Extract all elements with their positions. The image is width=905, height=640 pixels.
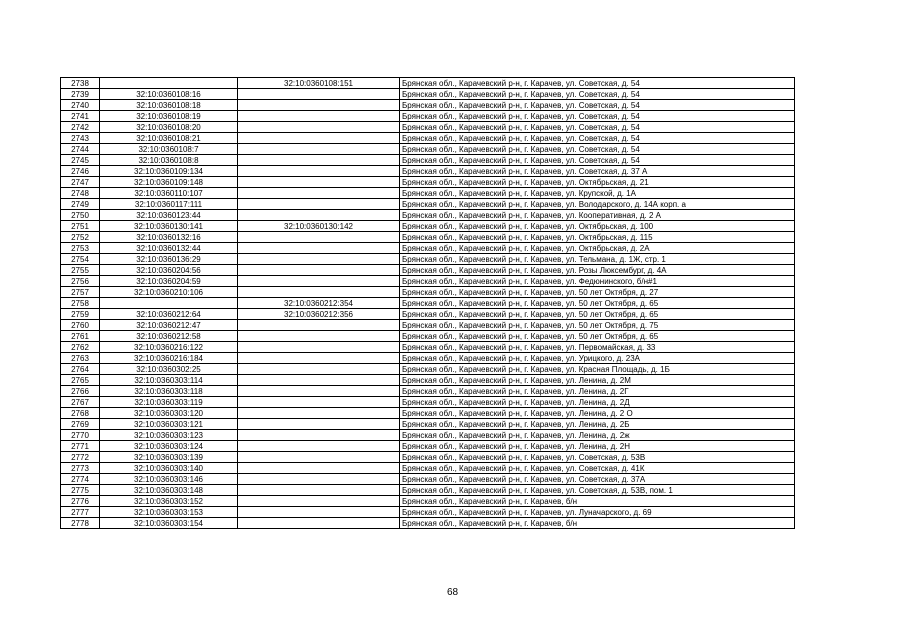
table-row	[61, 419, 795, 430]
table-row	[61, 133, 795, 144]
linked-cadastral-number-cell	[238, 199, 400, 210]
address-cell: Брянская обл., Карачевский р-н, г. Карачев, ул. Федюнинского, б/н#1	[400, 276, 795, 287]
table-row	[61, 166, 795, 177]
linked-cadastral-number-cell	[238, 232, 400, 243]
cadastral-number-cell: 32:10:0360212:64	[100, 309, 238, 320]
linked-cadastral-number-cell: 32:10:0360108:151	[238, 78, 400, 89]
row-number-cell: 2760	[61, 320, 100, 331]
cadastral-number-cell	[100, 298, 238, 309]
address-cell: Брянская обл., Карачевский р-н, г. Карачев, ул. Советская, д. 41К	[400, 463, 795, 474]
address-cell: Брянская обл., Карачевский р-н, г. Карачев, ул. Советская, д. 54	[400, 144, 795, 155]
linked-cadastral-number-cell: 32:10:0360212:356	[238, 309, 400, 320]
row-number-cell: 2770	[61, 430, 100, 441]
row-number-cell: 2767	[61, 397, 100, 408]
table-row	[61, 188, 795, 199]
table-row	[61, 177, 795, 188]
table-row	[61, 155, 795, 166]
address-cell: Брянская обл., Карачевский р-н, г. Карачев, ул. Ленина, д. 2Б	[400, 419, 795, 430]
row-number-cell: 2746	[61, 166, 100, 177]
row-number-cell: 2772	[61, 452, 100, 463]
cadastral-number-cell: 32:10:0360212:58	[100, 331, 238, 342]
table-row	[61, 89, 795, 100]
cadastral-number-cell: 32:10:0360303:123	[100, 430, 238, 441]
cadastral-number-cell: 32:10:0360108:20	[100, 122, 238, 133]
row-number-cell: 2768	[61, 408, 100, 419]
row-number-cell: 2739	[61, 89, 100, 100]
linked-cadastral-number-cell	[238, 210, 400, 221]
linked-cadastral-number-cell	[238, 419, 400, 430]
address-cell: Брянская обл., Карачевский р-н, г. Карачев, ул. Кооперативная, д. 2 А	[400, 210, 795, 221]
address-cell: Брянская обл., Карачевский р-н, г. Карачев, б/н	[400, 496, 795, 507]
table-row	[61, 342, 795, 353]
linked-cadastral-number-cell	[238, 166, 400, 177]
table-row	[61, 298, 795, 309]
linked-cadastral-number-cell	[238, 287, 400, 298]
cadastral-number-cell: 32:10:0360108:8	[100, 155, 238, 166]
cadastral-number-cell: 32:10:0360302:25	[100, 364, 238, 375]
cadastral-number-cell: 32:10:0360303:119	[100, 397, 238, 408]
table-row	[61, 111, 795, 122]
table-row	[61, 287, 795, 298]
address-cell: Брянская обл., Карачевский р-н, г. Карачев, ул. Володарского, д. 14А корп. а	[400, 199, 795, 210]
row-number-cell: 2747	[61, 177, 100, 188]
cadastral-number-cell: 32:10:0360136:29	[100, 254, 238, 265]
row-number-cell: 2757	[61, 287, 100, 298]
cadastral-number-cell: 32:10:0360303:124	[100, 441, 238, 452]
linked-cadastral-number-cell	[238, 430, 400, 441]
row-number-cell: 2752	[61, 232, 100, 243]
linked-cadastral-number-cell	[238, 397, 400, 408]
address-cell: Брянская обл., Карачевский р-н, г. Карачев, ул. Советская, д. 54	[400, 111, 795, 122]
cadastral-number-cell: 32:10:0360303:154	[100, 518, 238, 529]
table-row	[61, 100, 795, 111]
row-number-cell: 2749	[61, 199, 100, 210]
address-cell: Брянская обл., Карачевский р-н, г. Карачев, ул. Ленина, д. 2Г	[400, 386, 795, 397]
cadastral-number-cell: 32:10:0360204:56	[100, 265, 238, 276]
row-number-cell: 2755	[61, 265, 100, 276]
linked-cadastral-number-cell	[238, 463, 400, 474]
row-number-cell: 2769	[61, 419, 100, 430]
cadastral-number-cell: 32:10:0360130:141	[100, 221, 238, 232]
address-cell: Брянская обл., Карачевский р-н, г. Карачев, ул. Советская, д. 53В, пом. 1	[400, 485, 795, 496]
linked-cadastral-number-cell	[238, 364, 400, 375]
row-number-cell: 2759	[61, 309, 100, 320]
cadastral-number-cell: 32:10:0360109:134	[100, 166, 238, 177]
address-cell: Брянская обл., Карачевский р-н, г. Карачев, ул. Ленина, д. 2 О	[400, 408, 795, 419]
row-number-cell: 2741	[61, 111, 100, 122]
address-cell: Брянская обл., Карачевский р-н, г. Карачев, ул. Советская, д. 54	[400, 100, 795, 111]
row-number-cell: 2763	[61, 353, 100, 364]
row-number-cell: 2742	[61, 122, 100, 133]
linked-cadastral-number-cell	[238, 100, 400, 111]
row-number-cell: 2771	[61, 441, 100, 452]
row-number-cell: 2758	[61, 298, 100, 309]
address-cell: Брянская обл., Карачевский р-н, г. Карачев, ул. Урицкого, д. 23А	[400, 353, 795, 364]
address-cell: Брянская обл., Карачевский р-н, г. Карачев, ул. Красная Площадь, д. 1Б	[400, 364, 795, 375]
address-cell: Брянская обл., Карачевский р-н, г. Карачев, ул. 50 лет Октября, д. 65	[400, 331, 795, 342]
table-row	[61, 331, 795, 342]
row-number-cell: 2756	[61, 276, 100, 287]
linked-cadastral-number-cell	[238, 320, 400, 331]
linked-cadastral-number-cell: 32:10:0360212:354	[238, 298, 400, 309]
row-number-cell: 2774	[61, 474, 100, 485]
address-cell: Брянская обл., Карачевский р-н, г. Карачев, ул. Октябрьская, д. 2А	[400, 243, 795, 254]
row-number-cell: 2764	[61, 364, 100, 375]
table-row	[61, 397, 795, 408]
address-cell: Брянская обл., Карачевский р-н, г. Карачев, б/н	[400, 518, 795, 529]
address-cell: Брянская обл., Карачевский р-н, г. Карачев, ул. 50 лет Октября, д. 65	[400, 298, 795, 309]
linked-cadastral-number-cell	[238, 518, 400, 529]
cadastral-number-cell: 32:10:0360132:44	[100, 243, 238, 254]
linked-cadastral-number-cell	[238, 177, 400, 188]
cadastral-number-cell: 32:10:0360303:139	[100, 452, 238, 463]
address-cell: Брянская обл., Карачевский р-н, г. Карачев, ул. Советская, д. 54	[400, 133, 795, 144]
table-row	[61, 78, 795, 89]
row-number-cell: 2753	[61, 243, 100, 254]
row-number-cell: 2775	[61, 485, 100, 496]
table-row	[61, 320, 795, 331]
row-number-cell: 2745	[61, 155, 100, 166]
table-row	[61, 496, 795, 507]
table-row	[61, 243, 795, 254]
row-number-cell: 2761	[61, 331, 100, 342]
linked-cadastral-number-cell	[238, 342, 400, 353]
cadastral-number-cell	[100, 78, 238, 89]
cadastral-number-cell: 32:10:0360123:44	[100, 210, 238, 221]
linked-cadastral-number-cell	[238, 441, 400, 452]
cadastral-number-cell: 32:10:0360108:7	[100, 144, 238, 155]
table-row	[61, 232, 795, 243]
cadastral-number-cell: 32:10:0360303:114	[100, 375, 238, 386]
address-cell: Брянская обл., Карачевский р-н, г. Карачев, ул. Советская, д. 54	[400, 155, 795, 166]
cadastral-number-cell: 32:10:0360108:19	[100, 111, 238, 122]
table-row	[61, 144, 795, 155]
linked-cadastral-number-cell	[238, 133, 400, 144]
linked-cadastral-number-cell	[238, 507, 400, 518]
address-cell: Брянская обл., Карачевский р-н, г. Карачев, ул. 50 лет Октября, д. 75	[400, 320, 795, 331]
row-number-cell: 2738	[61, 78, 100, 89]
linked-cadastral-number-cell	[238, 276, 400, 287]
linked-cadastral-number-cell	[238, 155, 400, 166]
linked-cadastral-number-cell	[238, 485, 400, 496]
address-cell: Брянская обл., Карачевский р-н, г. Карачев, ул. Розы Люксембург, д. 4А	[400, 265, 795, 276]
cadastral-number-cell: 32:10:0360303:153	[100, 507, 238, 518]
cadastral-number-cell: 32:10:0360216:122	[100, 342, 238, 353]
linked-cadastral-number-cell: 32:10:0360130:142	[238, 221, 400, 232]
row-number-cell: 2765	[61, 375, 100, 386]
linked-cadastral-number-cell	[238, 375, 400, 386]
cadastral-number-cell: 32:10:0360212:47	[100, 320, 238, 331]
table-row	[61, 254, 795, 265]
cadastral-number-cell: 32:10:0360303:120	[100, 408, 238, 419]
address-cell: Брянская обл., Карачевский р-н, г. Карачев, ул. 50 лет Октября, д. 27	[400, 287, 795, 298]
property-table-body	[61, 78, 795, 529]
address-cell: Брянская обл., Карачевский р-н, г. Карачев, ул. Ленина, д. 2ж	[400, 430, 795, 441]
row-number-cell: 2743	[61, 133, 100, 144]
table-row	[61, 309, 795, 320]
table-row	[61, 507, 795, 518]
address-cell: Брянская обл., Карачевский р-н, г. Карачев, ул. Советская, д. 37А	[400, 474, 795, 485]
cadastral-number-cell: 32:10:0360210:106	[100, 287, 238, 298]
row-number-cell: 2762	[61, 342, 100, 353]
table-row	[61, 353, 795, 364]
table-row	[61, 441, 795, 452]
row-number-cell: 2766	[61, 386, 100, 397]
address-cell: Брянская обл., Карачевский р-н, г. Карачев, ул. 50 лет Октября, д. 65	[400, 309, 795, 320]
cadastral-number-cell: 32:10:0360110:107	[100, 188, 238, 199]
address-cell: Брянская обл., Карачевский р-н, г. Карачев, ул. Советская, д. 53В	[400, 452, 795, 463]
row-number-cell: 2776	[61, 496, 100, 507]
table-row	[61, 485, 795, 496]
address-cell: Брянская обл., Карачевский р-н, г. Карачев, ул. Октябрьская, д. 100	[400, 221, 795, 232]
table-row	[61, 408, 795, 419]
linked-cadastral-number-cell	[238, 474, 400, 485]
table-row	[61, 452, 795, 463]
property-table	[60, 77, 795, 529]
linked-cadastral-number-cell	[238, 89, 400, 100]
cadastral-number-cell: 32:10:0360117:111	[100, 199, 238, 210]
row-number-cell: 2778	[61, 518, 100, 529]
row-number-cell: 2751	[61, 221, 100, 232]
linked-cadastral-number-cell	[238, 386, 400, 397]
table-row	[61, 430, 795, 441]
linked-cadastral-number-cell	[238, 331, 400, 342]
cadastral-number-cell: 32:10:0360109:148	[100, 177, 238, 188]
cadastral-number-cell: 32:10:0360108:16	[100, 89, 238, 100]
table-row	[61, 375, 795, 386]
cadastral-number-cell: 32:10:0360303:121	[100, 419, 238, 430]
address-cell: Брянская обл., Карачевский р-н, г. Карачев, ул. Советская, д. 54	[400, 122, 795, 133]
page-number: 68	[446, 587, 459, 598]
address-cell: Брянская обл., Карачевский р-н, г. Карачев, ул. Тельмана, д. 1Ж, стр. 1	[400, 254, 795, 265]
address-cell: Брянская обл., Карачевский р-н, г. Карачев, ул. Советская, д. 54	[400, 78, 795, 89]
cadastral-number-cell: 32:10:0360303:146	[100, 474, 238, 485]
linked-cadastral-number-cell	[238, 265, 400, 276]
address-cell: Брянская обл., Карачевский р-н, г. Карачев, ул. Октябрьская, д. 115	[400, 232, 795, 243]
linked-cadastral-number-cell	[238, 144, 400, 155]
table-row	[61, 386, 795, 397]
table-row	[61, 210, 795, 221]
address-cell: Брянская обл., Карачевский р-н, г. Карачев, ул. Советская, д. 54	[400, 89, 795, 100]
address-cell: Брянская обл., Карачевский р-н, г. Карачев, ул. Ленина, д. 2Н	[400, 441, 795, 452]
linked-cadastral-number-cell	[238, 188, 400, 199]
table-row	[61, 518, 795, 529]
table-row	[61, 199, 795, 210]
cadastral-number-cell: 32:10:0360108:18	[100, 100, 238, 111]
address-cell: Брянская обл., Карачевский р-н, г. Карачев, ул. Ленина, д. 2Д	[400, 397, 795, 408]
linked-cadastral-number-cell	[238, 122, 400, 133]
row-number-cell: 2740	[61, 100, 100, 111]
table-row	[61, 364, 795, 375]
row-number-cell: 2754	[61, 254, 100, 265]
address-cell: Брянская обл., Карачевский р-н, г. Карачев, ул. Первомайская, д. 33	[400, 342, 795, 353]
table-row	[61, 221, 795, 232]
table-row	[61, 276, 795, 287]
linked-cadastral-number-cell	[238, 353, 400, 364]
cadastral-number-cell: 32:10:0360303:140	[100, 463, 238, 474]
cadastral-number-cell: 32:10:0360303:152	[100, 496, 238, 507]
row-number-cell: 2748	[61, 188, 100, 199]
address-cell: Брянская обл., Карачевский р-н, г. Карачев, ул. Советская, д. 37 А	[400, 166, 795, 177]
row-number-cell: 2777	[61, 507, 100, 518]
row-number-cell: 2750	[61, 210, 100, 221]
cadastral-number-cell: 32:10:0360303:148	[100, 485, 238, 496]
table-row	[61, 474, 795, 485]
address-cell: Брянская обл., Карачевский р-н, г. Карачев, ул. Октябрьская, д. 21	[400, 177, 795, 188]
cadastral-number-cell: 32:10:0360204:59	[100, 276, 238, 287]
linked-cadastral-number-cell	[238, 408, 400, 419]
table-row	[61, 463, 795, 474]
row-number-cell: 2744	[61, 144, 100, 155]
cadastral-number-cell: 32:10:0360216:184	[100, 353, 238, 364]
cadastral-number-cell: 32:10:0360303:118	[100, 386, 238, 397]
address-cell: Брянская обл., Карачевский р-н, г. Карачев, ул. Луначарского, д. 69	[400, 507, 795, 518]
linked-cadastral-number-cell	[238, 111, 400, 122]
linked-cadastral-number-cell	[238, 452, 400, 463]
linked-cadastral-number-cell	[238, 496, 400, 507]
table-row	[61, 265, 795, 276]
cadastral-number-cell: 32:10:0360108:21	[100, 133, 238, 144]
address-cell: Брянская обл., Карачевский р-н, г. Карачев, ул. Ленина, д. 2М	[400, 375, 795, 386]
linked-cadastral-number-cell	[238, 243, 400, 254]
address-cell: Брянская обл., Карачевский р-н, г. Карачев, ул. Крупской, д. 1А	[400, 188, 795, 199]
table-row	[61, 122, 795, 133]
linked-cadastral-number-cell	[238, 254, 400, 265]
row-number-cell: 2773	[61, 463, 100, 474]
cadastral-number-cell: 32:10:0360132:16	[100, 232, 238, 243]
